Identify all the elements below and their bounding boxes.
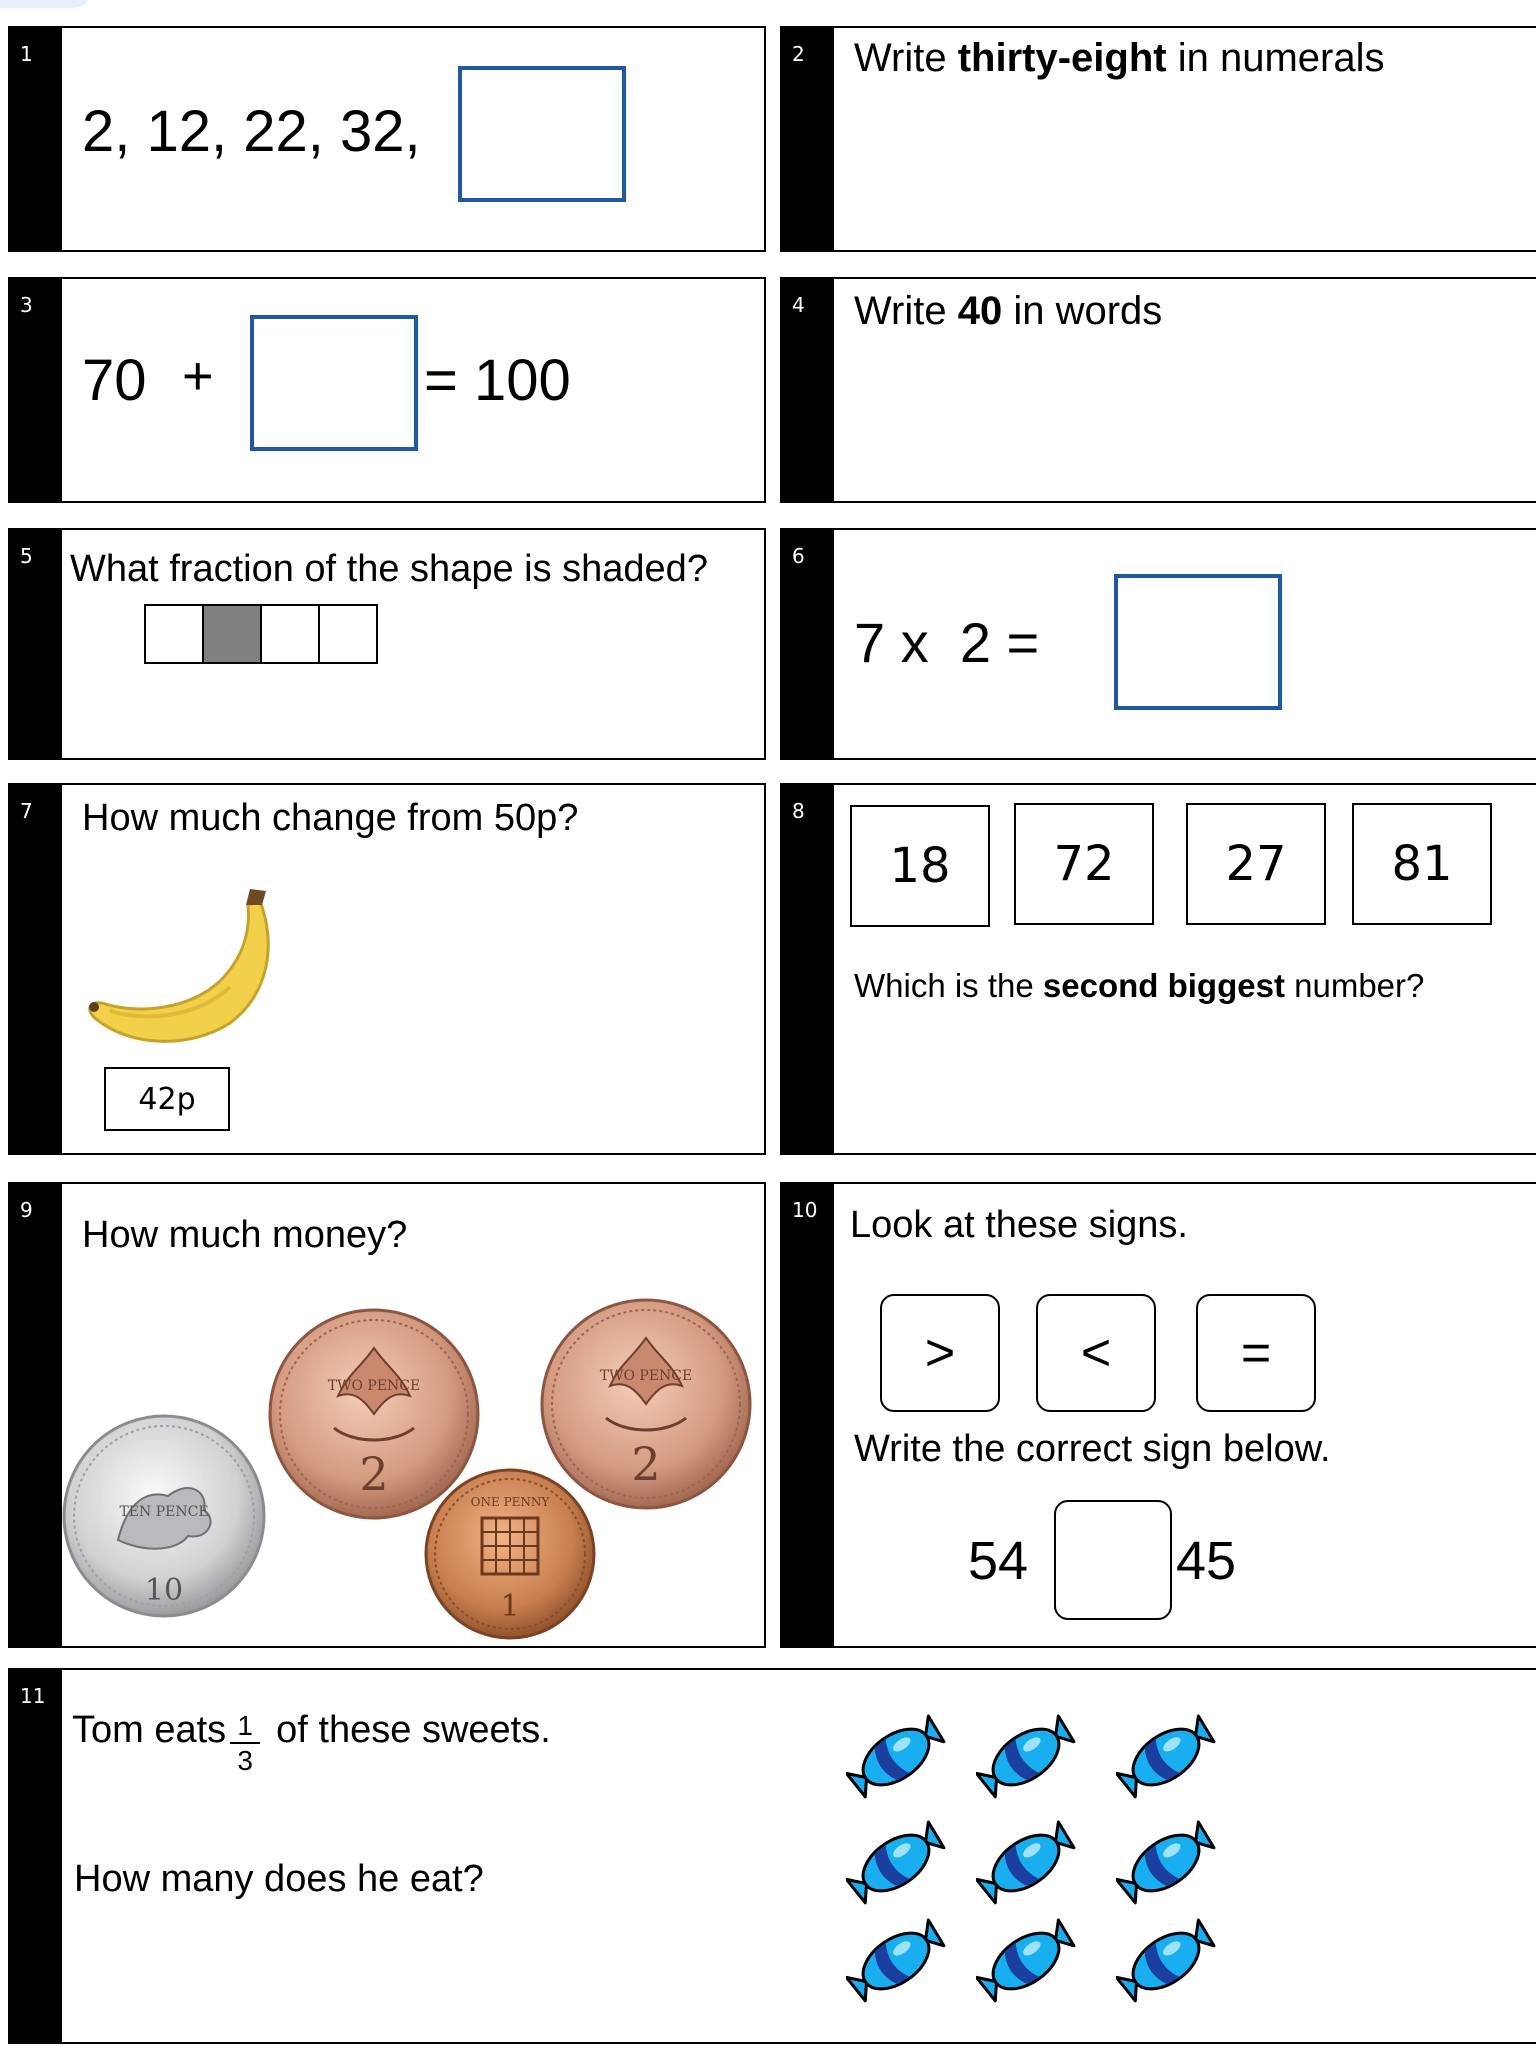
sweet-icon — [1116, 1818, 1216, 1908]
question-text: Tom eats 1 3 of these sweets. — [72, 1708, 551, 1776]
coin-text: TWO PENCE — [327, 1378, 421, 1394]
answer-box[interactable] — [1114, 574, 1282, 710]
sweet-icon — [1116, 1916, 1216, 2006]
sweet-icon — [976, 1712, 1076, 1802]
question-number: 3 — [20, 293, 33, 317]
question-10 — [780, 1182, 1536, 1648]
question-bar — [10, 1184, 62, 1646]
question-text: Write 40 in words — [854, 289, 1163, 333]
question-6 — [780, 528, 1536, 760]
question-3 — [8, 277, 766, 503]
question-bar — [782, 1184, 834, 1646]
one-penny-coin — [422, 1466, 598, 1642]
answer-box[interactable] — [458, 66, 626, 202]
question-number: 1 — [20, 42, 33, 66]
question-4 — [780, 277, 1536, 503]
question-bar — [782, 279, 834, 501]
coin-text: ONE PENNY — [470, 1495, 550, 1509]
number-card: 27 — [1186, 803, 1326, 925]
question-bar — [10, 279, 62, 501]
question-2 — [780, 26, 1536, 252]
question-text: Write thirty-eight in numerals — [854, 36, 1385, 80]
instruction-text: Write the correct sign below. — [854, 1428, 1331, 1470]
question-number: 7 — [20, 799, 33, 823]
coin-value: 1 — [500, 1589, 520, 1624]
sign-answer-box[interactable] — [1054, 1500, 1172, 1620]
fraction-shape — [144, 604, 378, 664]
coin-text: TEN PENCE — [119, 1504, 209, 1520]
banana-image — [80, 883, 290, 1053]
question-text: Look at these signs. — [850, 1204, 1188, 1246]
sweet-icon — [846, 1916, 946, 2006]
question-text: What fraction of the shape is shaded? — [70, 548, 708, 590]
question-text: How much money? — [82, 1214, 408, 1256]
question-bar — [10, 1670, 62, 2042]
plus-sign: + — [182, 346, 214, 406]
question-text: How much change from 50p? — [82, 797, 579, 839]
right-number: 45 — [1176, 1531, 1237, 1591]
question-number: 4 — [792, 293, 805, 317]
coin-value: 10 — [144, 1573, 184, 1608]
question-number: 6 — [792, 544, 805, 568]
question-text: Which is the second biggest number? — [854, 967, 1425, 1004]
question-8 — [780, 783, 1536, 1155]
question-7 — [8, 783, 766, 1155]
top-corner-tab — [0, 0, 90, 8]
shape-part — [262, 606, 320, 662]
sweet-icon — [846, 1712, 946, 1802]
question-bar — [782, 785, 834, 1153]
question-bar — [10, 530, 62, 758]
shape-part-shaded — [204, 606, 262, 662]
question-9 — [8, 1182, 766, 1648]
question-bar — [10, 785, 62, 1153]
number-card: 81 — [1352, 803, 1492, 925]
shape-part — [146, 606, 204, 662]
price-label: 42p — [104, 1067, 230, 1131]
greater-than-sign: > — [880, 1294, 1000, 1412]
question-number: 2 — [792, 42, 805, 66]
question-bar — [782, 28, 834, 250]
shape-part — [320, 606, 376, 662]
ten-pence-coin — [58, 1410, 270, 1622]
sweet-icon — [976, 1916, 1076, 2006]
multiplication-expression: 7 x 2 = — [854, 611, 1040, 674]
sweet-icon — [846, 1818, 946, 1908]
addend: 70 — [82, 348, 147, 413]
left-number: 54 — [968, 1531, 1029, 1591]
number-sequence: 2, 12, 22, 32, — [82, 99, 421, 164]
number-card: 72 — [1014, 803, 1154, 925]
question-number: 11 — [20, 1684, 46, 1708]
coin-text: TWO PENCE — [599, 1368, 693, 1384]
answer-box[interactable] — [250, 315, 418, 451]
number-card: 18 — [850, 805, 990, 927]
question-bar — [10, 28, 62, 250]
sweet-icon — [1116, 1712, 1216, 1802]
equals-sign: = — [1196, 1294, 1316, 1412]
question-number: 10 — [792, 1198, 818, 1222]
coin-value: 2 — [631, 1437, 661, 1491]
coin-value: 2 — [359, 1447, 389, 1501]
sub-question: How many does he eat? — [74, 1858, 484, 1900]
question-number: 9 — [20, 1198, 33, 1222]
sweet-icon — [976, 1818, 1076, 1908]
question-number: 8 — [792, 799, 805, 823]
question-1 — [8, 26, 766, 252]
equals-total: = 100 — [424, 348, 571, 413]
question-bar — [782, 530, 834, 758]
fraction: 1 3 — [230, 1710, 260, 1778]
less-than-sign: < — [1036, 1294, 1156, 1412]
question-11 — [8, 1668, 1536, 2044]
question-5 — [8, 528, 766, 760]
question-number: 5 — [20, 544, 33, 568]
